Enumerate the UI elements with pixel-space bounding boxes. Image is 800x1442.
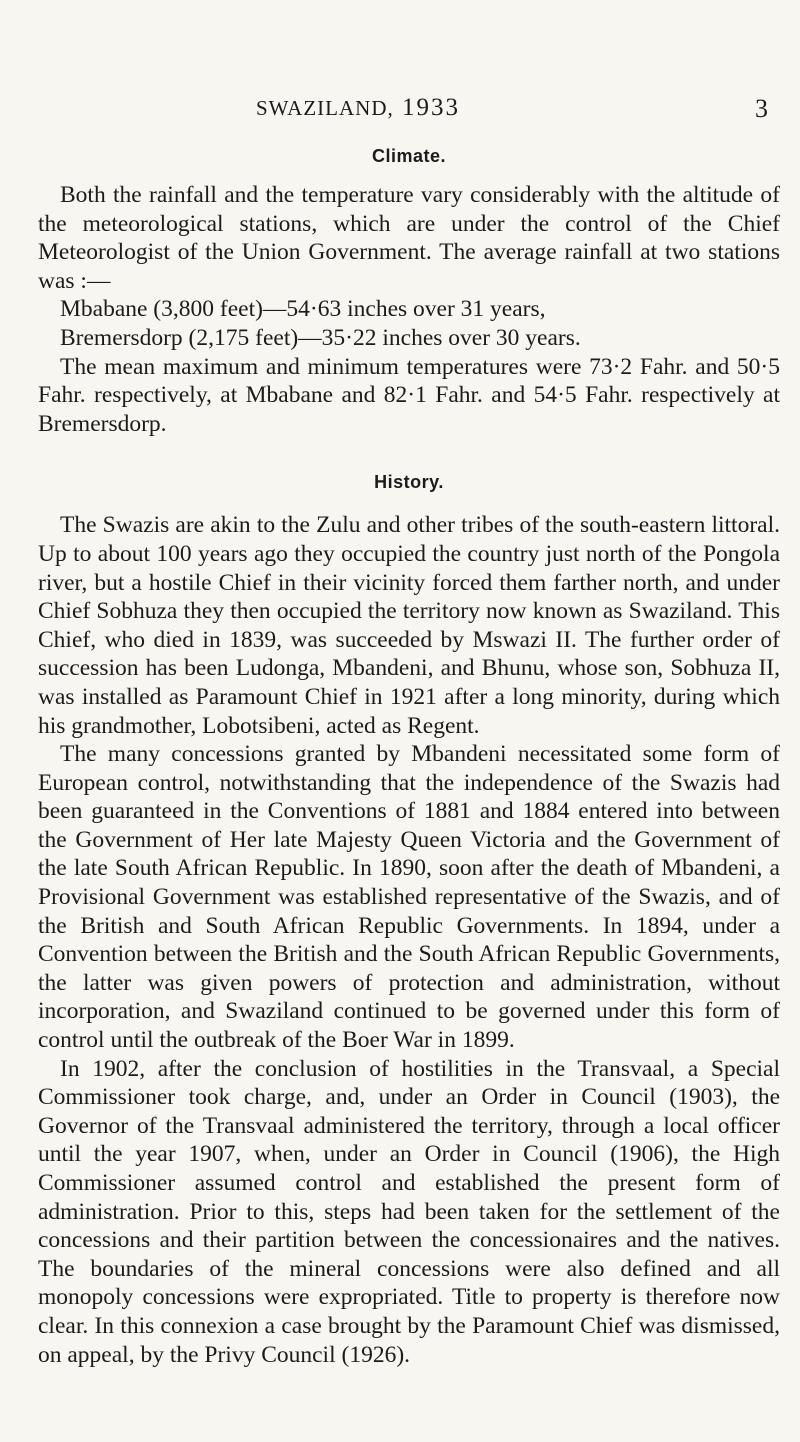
climate-section [38, 146, 780, 438]
history-paragraph-2: The many concessions granted by Mbandeni necessitated some form of European control, notwithstanding that the independence of the Swazis had been guaranteed in the Conventions of 1881 and 1884 entered into between the Government of Her late Majesty Queen Victoria and the Government of the late South African Republic. In 1890, soon after the death of Mbandeni, a Provisional Government was established representative of the Swazis, and of the British and South African Republic Governments. In 1894, under a Convention between the British and the South African Republic Governments, the latter was given powers of protection and administration, without incorporation, and Swaziland continued to be governed under this form of control until the outbreak of the Boer War in 1899. [38, 741, 780, 1054]
running-header [38, 56, 780, 123]
history-heading: History. [374, 472, 444, 493]
running-title-country: SWAZILAND, [256, 96, 394, 120]
climate-paragraph-temperature: The mean maximum and minimum temperatures were 73·2 Fahr. and 50·5 Fahr. respectively, at Mbabane and 82·1 Fahr. and 54·5 Fahr. respectively at Bremersdorp. [38, 353, 780, 437]
history-paragraph-3: In 1902, after the conclusion of hostilities in the Transvaal, a Special Commissioner took charge, and, under an Order in Council (1903), the Governor of the Transvaal administered the territory, through a local officer until the year 1907, when, under an Order in Council (1906), the High Commissioner assumed control and established the present form of administration. Prior to this, steps had been taken for the settlement of the concessions and their partition between the concessionaires and the natives. The boundaries of the mineral concessions were also defined and all monopoly concessions were expropriated. Title to property is therefore now clear. In this connexion a case brought by the Paramount Chief was dismissed, on appeal, by the Privy Council (1926). [38, 1055, 780, 1368]
running-title-year: 1933 [401, 94, 460, 121]
running-title [256, 94, 460, 122]
history-paragraph-1: The Swazis are akin to the Zulu and other tribes of the south-eastern littoral. Up to about 100 years ago they occupied the country just north of the Pongola river, but a hostile Chief in their vicinity forced them farther north, and under Chief Sobhuza they then occupied the territory now known as Swaziland. This Chief, who died in 1839, was succeeded by Mswazi II. The further order of succession has been Ludonga, Mbandeni, and Bhunu, whose son, Sobhuza II, was installed as Paramount Chief in 1921 after a long minority, during which his grandmother, Lobotsibeni, acted as Regent. [38, 512, 780, 739]
document-page [38, 56, 780, 1369]
climate-rainfall-mbabane: Mbabane (3,800 feet)—54·63 inches over 31 years, [60, 296, 546, 323]
climate-paragraph-intro: Both the rainfall and the temperature vary considerably with the altitude of the meteorological stations, which are under the control of the Chief Meteorologist of the Union Government. The average rainfall at two stations was :— [38, 182, 780, 294]
page-number: 3 [755, 94, 768, 123]
climate-rainfall-bremersdorp: Bremersdorp (2,175 feet)—35·22 inches over 30 years. [60, 324, 581, 351]
climate-heading: Climate. [371, 146, 447, 166]
history-section [38, 472, 780, 1369]
